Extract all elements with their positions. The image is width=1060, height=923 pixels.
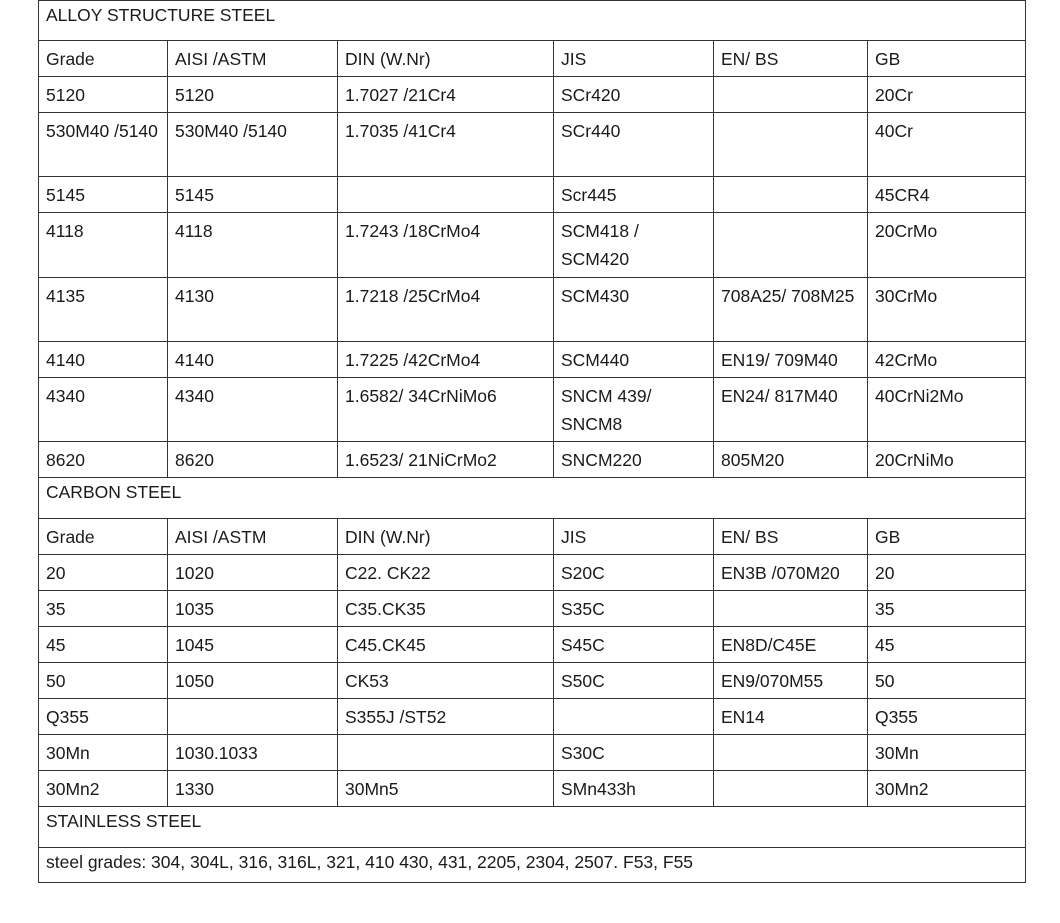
table-row <box>39 627 1026 663</box>
column-header-gb: GB <box>868 41 1026 77</box>
cell-grade: 30Mn2 <box>39 771 168 807</box>
cell-aisi-astm: 1020 <box>168 555 338 591</box>
cell-grade: Q355 <box>39 699 168 735</box>
cell-en-bs: EN9/070M55 <box>714 663 868 699</box>
table-row <box>39 442 1026 478</box>
cell-gb: 35 <box>868 591 1026 627</box>
cell-jis: SNCM220 <box>554 442 714 478</box>
table-row <box>39 378 1026 442</box>
cell-en-bs <box>714 771 868 807</box>
cell-grade: 8620 <box>39 442 168 478</box>
cell-aisi-astm: 1330 <box>168 771 338 807</box>
cell-jis: Scr445 <box>554 177 714 213</box>
cell-gb: 42CrMo <box>868 342 1026 378</box>
cell-grade: 4135 <box>39 278 168 342</box>
cell-din: C45.CK45 <box>338 627 554 663</box>
column-header-aisi-astm: AISI /ASTM <box>168 41 338 77</box>
stainless-section-header <box>39 807 1026 848</box>
stainless-grades-row <box>39 848 1026 883</box>
cell-grade: 35 <box>39 591 168 627</box>
cell-din: C22. CK22 <box>338 555 554 591</box>
cell-aisi-astm: 1035 <box>168 591 338 627</box>
table-row <box>39 699 1026 735</box>
cell-gb: 50 <box>868 663 1026 699</box>
cell-jis <box>554 699 714 735</box>
cell-din: 1.6523/ 21NiCrMo2 <box>338 442 554 478</box>
cell-grade: 45 <box>39 627 168 663</box>
cell-en-bs: 708A25/ 708M25 <box>714 278 868 342</box>
cell-aisi-astm: 1045 <box>168 627 338 663</box>
table-row <box>39 555 1026 591</box>
cell-aisi-astm: 4340 <box>168 378 338 442</box>
column-header-en-bs: EN/ BS <box>714 519 868 555</box>
cell-aisi-astm: 4118 <box>168 213 338 278</box>
table-row <box>39 771 1026 807</box>
cell-en-bs: EN19/ 709M40 <box>714 342 868 378</box>
table-row <box>39 342 1026 378</box>
cell-gb: 20CrNiMo <box>868 442 1026 478</box>
column-header-grade: Grade <box>39 519 168 555</box>
cell-gb: 20CrMo <box>868 213 1026 278</box>
cell-din <box>338 177 554 213</box>
cell-din: 1.7243 /18CrMo4 <box>338 213 554 278</box>
cell-grade: 50 <box>39 663 168 699</box>
cell-din: 1.7035 /41Cr4 <box>338 113 554 177</box>
cell-jis: S35C <box>554 591 714 627</box>
cell-jis: SCM430 <box>554 278 714 342</box>
column-header-gb: GB <box>868 519 1026 555</box>
cell-aisi-astm: 1050 <box>168 663 338 699</box>
cell-en-bs <box>714 213 868 278</box>
carbon-section-title: CARBON STEEL <box>39 478 1026 519</box>
table-row <box>39 735 1026 771</box>
cell-grade: 4140 <box>39 342 168 378</box>
carbon-section-header <box>39 478 1026 519</box>
cell-din: CK53 <box>338 663 554 699</box>
cell-aisi-astm <box>168 699 338 735</box>
column-header-aisi-astm: AISI /ASTM <box>168 519 338 555</box>
carbon-column-header-row <box>39 519 1026 555</box>
alloy-column-header-row <box>39 41 1026 77</box>
cell-jis: SMn433h <box>554 771 714 807</box>
table-row <box>39 77 1026 113</box>
cell-gb: 20 <box>868 555 1026 591</box>
column-header-en-bs: EN/ BS <box>714 41 868 77</box>
cell-jis: SCM440 <box>554 342 714 378</box>
column-header-din: DIN (W.Nr) <box>338 41 554 77</box>
cell-jis: S30C <box>554 735 714 771</box>
table-row <box>39 177 1026 213</box>
table-row <box>39 663 1026 699</box>
cell-din: 1.7225 /42CrMo4 <box>338 342 554 378</box>
cell-grade: 530M40 /5140 <box>39 113 168 177</box>
cell-en-bs: EN14 <box>714 699 868 735</box>
cell-grade: 4118 <box>39 213 168 278</box>
cell-din: 1.6582/ 34CrNiMo6 <box>338 378 554 442</box>
cell-din <box>338 735 554 771</box>
stainless-grades-note: steel grades: 304, 304L, 316, 316L, 321, 410 430, 431, 2205, 2304, 2507. F53, F55 <box>39 848 1026 883</box>
cell-gb: 30Mn2 <box>868 771 1026 807</box>
cell-grade: 30Mn <box>39 735 168 771</box>
cell-aisi-astm: 530M40 /5140 <box>168 113 338 177</box>
table-row <box>39 213 1026 278</box>
cell-gb: 45CR4 <box>868 177 1026 213</box>
cell-din: 1.7218 /25CrMo4 <box>338 278 554 342</box>
column-header-grade: Grade <box>39 41 168 77</box>
stainless-section-title: STAINLESS STEEL <box>39 807 1026 848</box>
cell-gb: 40Cr <box>868 113 1026 177</box>
cell-gb: Q355 <box>868 699 1026 735</box>
cell-din: 1.7027 /21Cr4 <box>338 77 554 113</box>
cell-gb: 30CrMo <box>868 278 1026 342</box>
cell-en-bs: EN24/ 817M40 <box>714 378 868 442</box>
cell-jis: SCr420 <box>554 77 714 113</box>
column-header-jis: JIS <box>554 519 714 555</box>
cell-en-bs: EN3B /070M20 <box>714 555 868 591</box>
table-row <box>39 591 1026 627</box>
table-row <box>39 113 1026 177</box>
table-row <box>39 278 1026 342</box>
cell-en-bs <box>714 735 868 771</box>
cell-aisi-astm: 4140 <box>168 342 338 378</box>
cell-jis: SNCM 439/ SNCM8 <box>554 378 714 442</box>
cell-en-bs: 805M20 <box>714 442 868 478</box>
cell-gb: 30Mn <box>868 735 1026 771</box>
cell-grade: 4340 <box>39 378 168 442</box>
cell-en-bs <box>714 177 868 213</box>
cell-aisi-astm: 4130 <box>168 278 338 342</box>
cell-grade: 5120 <box>39 77 168 113</box>
cell-aisi-astm: 5145 <box>168 177 338 213</box>
cell-jis: S45C <box>554 627 714 663</box>
column-header-jis: JIS <box>554 41 714 77</box>
cell-aisi-astm: 8620 <box>168 442 338 478</box>
cell-jis: S50C <box>554 663 714 699</box>
steel-grade-comparison-table <box>38 0 1026 883</box>
cell-gb: 20Cr <box>868 77 1026 113</box>
cell-en-bs: EN8D/C45E <box>714 627 868 663</box>
alloy-section-title: ALLOY STRUCTURE STEEL <box>39 1 1026 41</box>
cell-en-bs <box>714 591 868 627</box>
cell-gb: 40CrNi2Mo <box>868 378 1026 442</box>
cell-din: S355J /ST52 <box>338 699 554 735</box>
cell-gb: 45 <box>868 627 1026 663</box>
cell-en-bs <box>714 77 868 113</box>
cell-din: C35.CK35 <box>338 591 554 627</box>
cell-jis: SCM418 / SCM420 <box>554 213 714 278</box>
cell-jis: SCr440 <box>554 113 714 177</box>
cell-aisi-astm: 1030.1033 <box>168 735 338 771</box>
column-header-din: DIN (W.Nr) <box>338 519 554 555</box>
cell-din: 30Mn5 <box>338 771 554 807</box>
cell-aisi-astm: 5120 <box>168 77 338 113</box>
cell-grade: 20 <box>39 555 168 591</box>
cell-en-bs <box>714 113 868 177</box>
cell-jis: S20C <box>554 555 714 591</box>
alloy-section-header <box>39 1 1026 41</box>
table-body <box>39 1 1026 883</box>
cell-grade: 5145 <box>39 177 168 213</box>
